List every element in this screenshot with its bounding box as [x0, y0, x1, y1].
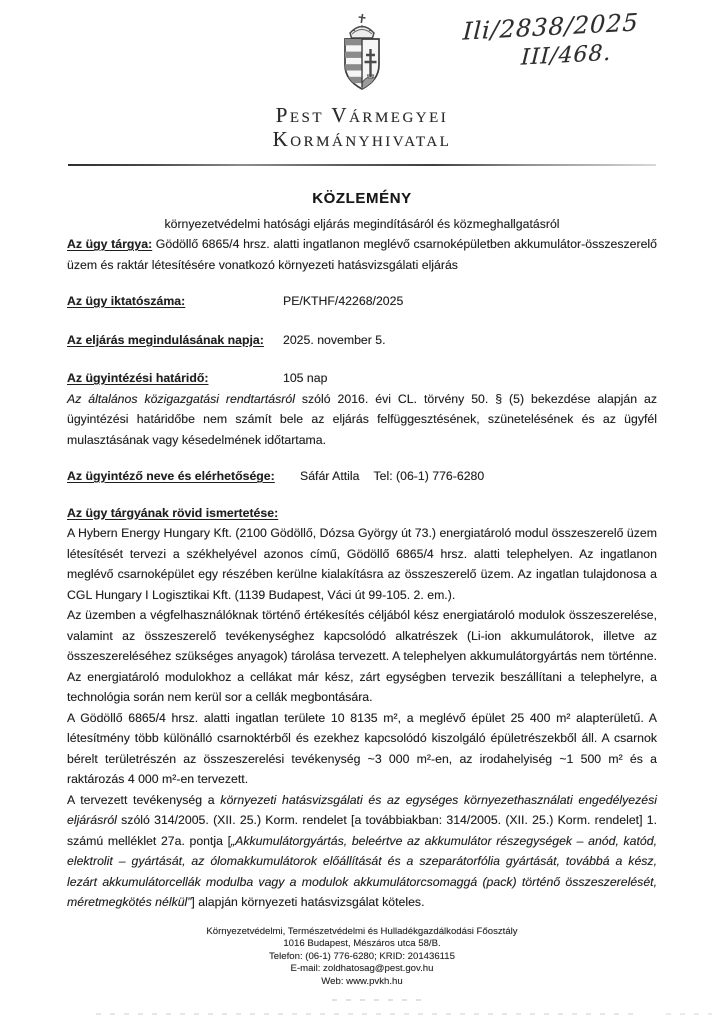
case-deadline-row: [67, 368, 657, 389]
legal-note-text: szóló 2016. évi CL. törvény 50. § (5) bekezdése alapján az ügyintézési határidőbe nem számít bele az eljárás felfüggesztésének, szünetelésének és az ügyfél mulasztásának vagy késedelmének időtartama.: [67, 391, 657, 447]
officer-phone: Tel: (06-1) 776-6280: [373, 469, 485, 483]
para4-segment-2: szóló 314/2005. (XII. 25.) Korm. rendelet [a továbbiakban: 314/2005. (XII. 25.) Korm. rendelet] 1. számú melléklet 27a. pontja [: [67, 813, 657, 848]
deadline-value: 105 nap: [283, 371, 328, 385]
case-description-heading-label: Az ügy tárgyának rövid ismertetése:: [67, 505, 279, 520]
scan-artifact-center: [332, 999, 422, 1001]
description-paragraph-2: Az üzemben a végfelhasználóknak történő értékesítés céljából kész energiatároló modulok összeszerelése, valamint az összeszerelő tevékenységhez kapcsolódó alkatrészek (Li-ion akkumulátorok, illetve az összeszereléséhez szükséges anyagok) tárolása tervezett. A telephelyen akkumulátorgyártás nem történne. Az energiatároló modulokhoz a cellákat már kész, zárt egységben tervezik beszállítani a telephelyre, a technológia során nem kerül sor a cellák megbontására.: [67, 608, 657, 704]
footer-email: E-mail: zoldhatosag@pest.gov.hu: [290, 963, 434, 974]
scan-artifact-bottom: [96, 1013, 636, 1015]
org-name-line2: Kormányhivatal: [272, 127, 452, 151]
document-body: [67, 189, 657, 913]
case-subject-text: Gödöllő 6865/4 hrsz. alatti ingatlanon meglévő csarnoképületben akkumulátor-összeszerelő üzem és raktár létesítésére vonatkozó környezeti hatásvizsgálati eljárás: [67, 237, 657, 272]
case-file-number-row: [67, 291, 657, 312]
footer-web: Web: www.pvkh.hu: [321, 975, 403, 987]
case-officer-row: [67, 466, 657, 487]
description-paragraph-3: A Gödöllő 6865/4 hrsz. alatti ingatlan területe 10 8135 m², a meglévő épület 25 400 m² alapterületű. A létesítmény több különálló csarnoktérből és ezekhez kapcsolódó kiszolgáló épületrészekből áll. A csarnok bérelt területrészén az összeszerelési tevékenység ~3 000 m²-en, az irodahelyiség ~1 500 m² és a raktározás 4 000 m²-en tervezett.: [67, 710, 657, 786]
case-subject-paragraph: [67, 234, 657, 275]
case-subject-label: Az ügy tárgya:: [67, 237, 153, 251]
case-start-date-row: [67, 330, 657, 351]
handwritten-filing-note: [460, 7, 639, 76]
hungarian-coat-of-arms-icon: [334, 13, 390, 98]
letterhead-divider: [68, 164, 656, 166]
description-paragraph-1: A Hybern Energy Hungary Kft. (2100 Gödöllő, Dózsa György út 73.) energiatároló modul összeszerelő üzem létesítését tervezi a székhelyével azonos című, Gödöllő 6865/4 hrsz. alatti telephelyen. Az ingatlanon meglévő csarnoképület egy részében kerülne kialakításra az összeszerelő üzem. Az ingatlan tulajdonosa a CGL Hungary I Logisztikai Kft. (1139 Budapest, Váci út 99-105. 2. em.).: [67, 526, 657, 602]
para4-segment-3: ] alapján környezeti hatásvizsgálat köteles.: [191, 895, 425, 909]
officer-name: Sáfár Attila: [300, 469, 360, 483]
handwritten-note-line2: III/468.: [520, 40, 612, 71]
document-footer: [0, 926, 724, 989]
legal-note-paragraph: [67, 389, 657, 451]
legal-note-italic: Az általános közigazgatási rendtartásról: [67, 391, 295, 406]
document-subtitle: környezetvédelmi hatósági eljárás megindításáról és közmeghallgatásról: [164, 216, 560, 231]
footer-address: 1016 Budapest, Mészáros utca 58/B.: [283, 938, 441, 949]
footer-department: Környezetvédelmi, Természetvédelmi és Hulladékgazdálkodási Főosztály: [206, 925, 518, 937]
start-date-value: 2025. november 5.: [283, 332, 386, 347]
handwritten-note-line1: Ili/2838/2025: [462, 8, 640, 46]
footer-phone-krid: Telefon: (06-1) 776-6280; KRID: 201436115: [269, 950, 455, 962]
deadline-label: Az ügyintézési határidő:: [67, 371, 209, 385]
file-number-value: PE/KTHF/42268/2025: [283, 294, 404, 308]
para4-italic-quote: „Akkumulátorgyártás, beleértve az akkumulátor részegységek – anód, katód, elektrolit – gyártását, az ólomakkumulátorok előállítását és a szeparátorfólia gyártását, továbbá a kész, lezárt akkumulátorcellák modulba vagy a modulok akkumulátorcsomaggá (pack) történő összeszerelését, méretmegkötés nélkül”: [67, 833, 657, 909]
description-paragraph-4: [67, 790, 657, 913]
para4-italic-law-title: környezeti hatásvizsgálati és az egységes környezethasználati engedélyezési eljárásról: [67, 792, 658, 827]
file-number-label: Az ügy iktatószáma:: [67, 294, 186, 308]
officer-label: Az ügyintéző neve és elérhetősége:: [67, 469, 275, 483]
case-description-heading: [67, 503, 657, 524]
start-date-label: Az eljárás megindulásának napja:: [67, 332, 264, 347]
para4-segment-1: A tervezett tevékenység a: [67, 792, 221, 807]
scan-artifact-bottom-right: [666, 1013, 712, 1015]
document-title: KÖZLEMÉNY: [312, 190, 412, 207]
org-name-line1: Pest Vármegyei: [275, 103, 449, 127]
